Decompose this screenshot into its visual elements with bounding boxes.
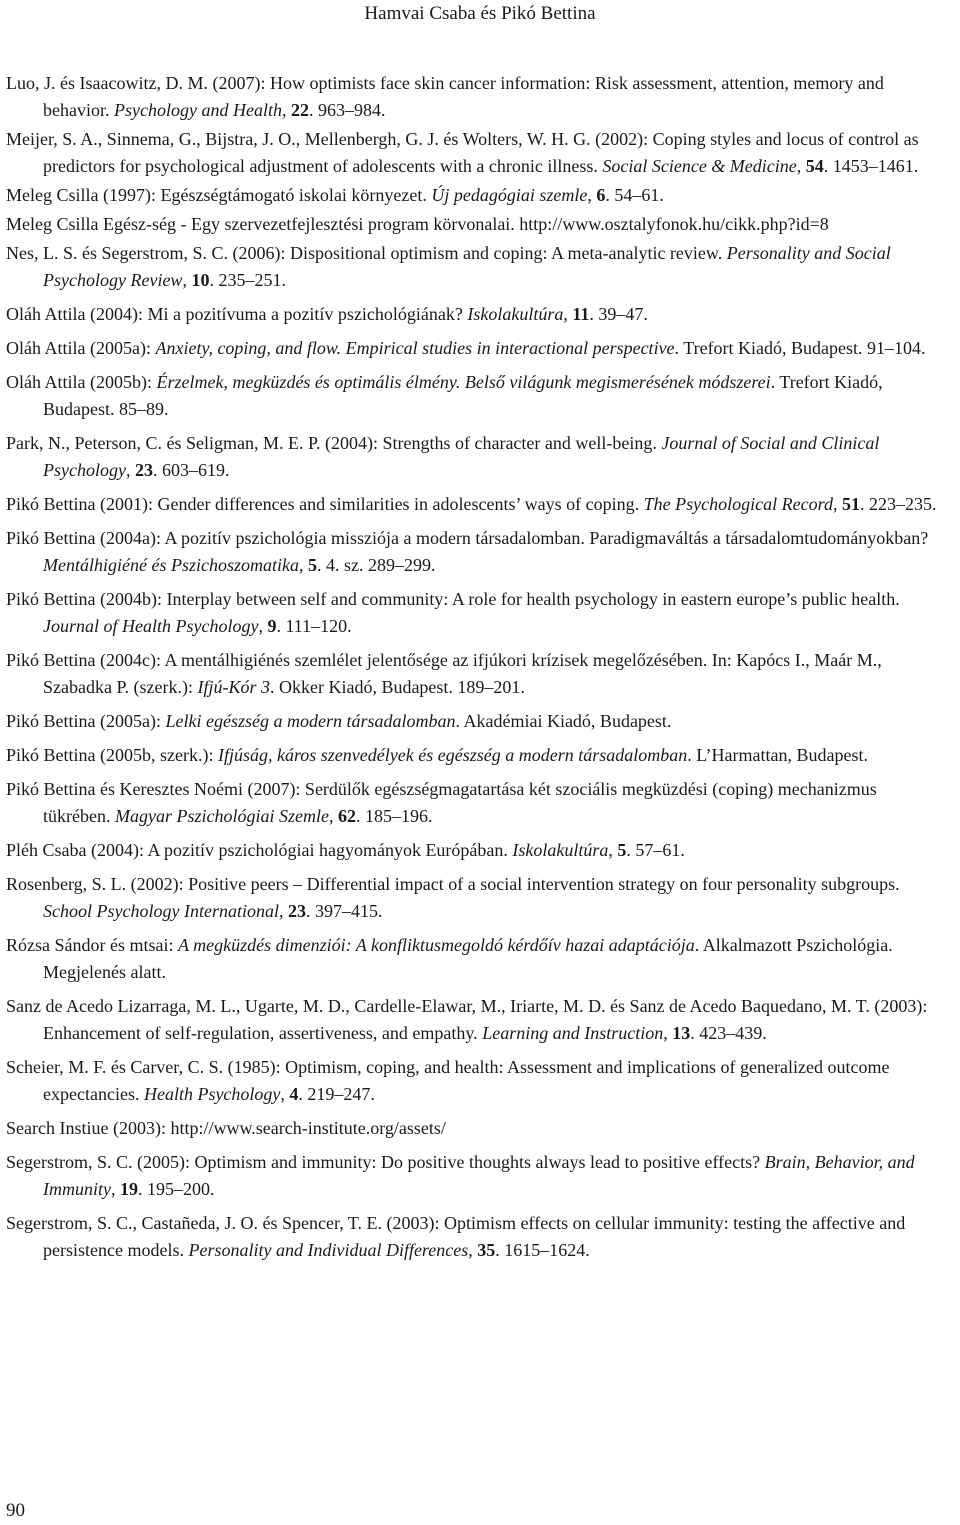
volume-number: 13: [672, 1023, 691, 1043]
volume-number: 54: [805, 156, 824, 176]
reference-text: . 603–619.: [152, 460, 230, 480]
journal-title: Psychology and Health: [113, 100, 282, 120]
journal-title: Anxiety, coping, and flow. Empirical studies in interactional perspective: [155, 338, 675, 358]
reference-text: ,: [280, 1084, 290, 1104]
reference-text: Pikó Bettina (2005a):: [6, 711, 166, 731]
volume-number: 62: [337, 806, 356, 826]
reference-entry: [6, 525, 941, 579]
journal-title: The Psychological Record: [643, 494, 833, 514]
reference-list: [6, 70, 941, 1271]
reference-text: Pikó Bettina (2004a): A pozitív pszichológia missziója a modern társadalomban. Paradigmaváltás a társadalomtudományokban?: [6, 528, 929, 548]
reference-text: . 195–200.: [137, 1179, 215, 1199]
reference-text: . 185–196.: [355, 806, 433, 826]
volume-number: 9: [267, 616, 277, 636]
journal-title: Personality and Individual Differences: [188, 1240, 469, 1260]
journal-title: A megküzdés dimenziói: A konfliktusmegoldó kérdőív hazai adaptációja: [177, 935, 695, 955]
running-head: Hamvai Csaba és Pikó Bettina: [364, 3, 596, 24]
reference-entry: [6, 182, 941, 209]
volume-number: 51: [841, 494, 860, 514]
reference-text: Nes, L. S. és Segerstrom, S. C. (2006): Dispositional optimism and coping: A meta-analytic review.: [6, 243, 727, 263]
reference-text: ,: [608, 840, 618, 860]
journal-title: School Psychology International: [43, 901, 279, 921]
reference-text: . 57–61.: [626, 840, 685, 860]
reference-text: Pikó Bettina és Keresztes Noémi (2007): Serdülők egészségmagatartása két szociális megküzdési (coping) mechanizmus tükrében.: [6, 779, 877, 826]
reference-text: . 4. sz. 289–299.: [316, 555, 436, 575]
reference-entry: [6, 647, 941, 701]
volume-number: 35: [477, 1240, 496, 1260]
reference-text: Pikó Bettina (2001): Gender differences and similarities in adolescents’ ways of coping.: [6, 494, 644, 514]
reference-entry: [6, 1115, 941, 1142]
journal-title: Magyar Pszichológiai Szemle: [114, 806, 329, 826]
journal-title: Brain, Behavior, and Immunity: [43, 1152, 915, 1199]
reference-entry: [6, 1210, 941, 1264]
volume-number: 11: [572, 304, 590, 324]
volume-number: 5: [307, 555, 317, 575]
journal-title: Új pedagógiai szemle: [431, 185, 588, 205]
journal-title: Mentálhigiéné és Pszichoszomatika: [43, 555, 299, 575]
volume-number: 10: [191, 270, 210, 290]
reference-entry: [6, 335, 941, 362]
volume-number: 23: [287, 901, 306, 921]
reference-text: Search Instiue (2003): http://www.search-institute.org/assets/: [6, 1118, 446, 1138]
reference-text: Pléh Csaba (2004): A pozitív pszichológiai hagyományok Európában.: [6, 840, 513, 860]
reference-text: Segerstrom, S. C., Castañeda, J. O. és Spencer, T. E. (2003): Optimism effects on cellular immunity: testing the affective and persistence models.: [6, 1213, 906, 1260]
reference-text: Oláh Attila (2005a):: [6, 338, 156, 358]
reference-text: ,: [832, 494, 842, 514]
reference-text: Meleg Csilla (1997): Egészségtámogató iskolai környezet.: [6, 185, 432, 205]
reference-text: . 111–120.: [276, 616, 352, 636]
reference-text: Luo, J. és Isaacowitz, D. M. (2007): How optimists face skin cancer information: Risk assessment, attention, memory and behavior.: [6, 73, 884, 120]
journal-title: Ifjú-Kór 3: [197, 677, 270, 697]
reference-text: ,: [110, 1179, 120, 1199]
reference-text: ,: [796, 156, 806, 176]
journal-title: Personality and Social Psychology Review: [43, 243, 891, 290]
reference-text: . Trefort Kiadó, Budapest. 85–89.: [43, 372, 883, 419]
reference-entry: [6, 871, 941, 925]
reference-text: Segerstrom, S. C. (2005): Optimism and immunity: Do positive thoughts always lead to positive effects?: [6, 1152, 765, 1172]
reference-text: Rosenberg, S. L. (2002): Positive peers – Differential impact of a social intervention strategy on four personality subgroups.: [6, 874, 900, 894]
journal-title: Lelki egészség a modern társadalomban: [165, 711, 456, 731]
journal-title: Iskolakultúra: [512, 840, 609, 860]
volume-number: 19: [119, 1179, 138, 1199]
reference-text: Pikó Bettina (2004b): Interplay between self and community: A role for health psychology in eastern europe’s public health.: [6, 589, 900, 609]
journal-title: Health Psychology: [143, 1084, 281, 1104]
reference-entry: [6, 211, 941, 238]
reference-entry: [6, 430, 941, 484]
reference-text: Park, N., Peterson, C. és Seligman, M. E. P. (2004): Strengths of character and well-being.: [6, 433, 662, 453]
reference-text: ,: [182, 270, 192, 290]
reference-entry: [6, 491, 941, 518]
reference-text: ,: [468, 1240, 478, 1260]
volume-number: 22: [290, 100, 309, 120]
reference-text: ,: [258, 616, 268, 636]
reference-text: . Akadémiai Kiadó, Budapest.: [455, 711, 672, 731]
journal-title: Social Science & Medicine: [602, 156, 797, 176]
journal-title: Journal of Social and Clinical Psychology: [43, 433, 880, 480]
page-number: 90: [6, 1500, 25, 1521]
reference-text: . 235–251.: [209, 270, 286, 290]
reference-text: ,: [563, 304, 573, 324]
reference-entry: [6, 1149, 941, 1203]
reference-entry: [6, 742, 941, 769]
reference-entry: [6, 932, 941, 986]
volume-number: 6: [596, 185, 606, 205]
reference-text: ,: [278, 901, 288, 921]
reference-entry: [6, 70, 941, 124]
journal-title: Ifjúság, káros szenvedélyek és egészség a modern társadalomban: [217, 745, 688, 765]
reference-text: ,: [663, 1023, 673, 1043]
journal-title: Érzelmek, megküzdés és optimális élmény. Belső világunk megismerésének módszerei: [156, 372, 771, 392]
journal-title: Iskolakultúra: [467, 304, 564, 324]
reference-text: . 39–47.: [589, 304, 648, 324]
reference-text: . Okker Kiadó, Budapest. 189–201.: [269, 677, 525, 697]
reference-text: . 219–247.: [298, 1084, 375, 1104]
reference-entry: [6, 240, 941, 294]
reference-text: ,: [298, 555, 308, 575]
reference-text: Oláh Attila (2005b):: [6, 372, 157, 392]
volume-number: 23: [134, 460, 153, 480]
reference-text: Scheier, M. F. és Carver, C. S. (1985): Optimism, coping, and health: Assessment and implications of generalized outcome expectancies.: [6, 1057, 890, 1104]
reference-entry: [6, 586, 941, 640]
reference-text: . 1615–1624.: [495, 1240, 590, 1260]
reference-text: . 963–984.: [308, 100, 386, 120]
reference-text: ,: [587, 185, 597, 205]
reference-text: Pikó Bettina (2005b, szerk.):: [6, 745, 218, 765]
reference-entry: [6, 301, 941, 328]
reference-text: Meleg Csilla Egész-ség - Egy szervezetfejlesztési program körvonalai. http://www.osztalyfonok.hu/cikk.php?id=8: [6, 214, 829, 234]
reference-text: Pikó Bettina (2004c): A mentálhigiénés szemlélet jelentősége az ifjúkori krízisek megelőzésében. In: Kapócs I., Maár M., Szabadka P. (szerk.):: [6, 650, 882, 697]
reference-text: . Alkalmazott Pszichológia. Megjelenés alatt.: [43, 935, 893, 982]
reference-text: Rózsa Sándor és mtsai:: [6, 935, 178, 955]
reference-entry: [6, 837, 941, 864]
journal-title: Learning and Instruction: [482, 1023, 664, 1043]
reference-text: Oláh Attila (2004): Mi a pozitívuma a pozitív pszichológiának?: [6, 304, 468, 324]
journal-title: Journal of Health Psychology: [43, 616, 259, 636]
reference-text: . 223–235.: [859, 494, 937, 514]
reference-text: ,: [125, 460, 135, 480]
reference-entry: [6, 1054, 941, 1108]
volume-number: 4: [289, 1084, 299, 1104]
reference-text: . 1453–1461.: [823, 156, 919, 176]
volume-number: 5: [617, 840, 627, 860]
reference-text: Sanz de Acedo Lizarraga, M. L., Ugarte, M. D., Cardelle-Elawar, M., Iriarte, M. D. és Sanz de Acedo Baquedano, M. T. (2003): Enhancement of self-regulation, assertiveness, and empathy.: [6, 996, 928, 1043]
reference-text: ,: [328, 806, 338, 826]
reference-entry: [6, 708, 941, 735]
reference-text: ,: [281, 100, 291, 120]
reference-entry: [6, 126, 941, 180]
reference-text: . 54–61.: [605, 185, 664, 205]
reference-entry: [6, 369, 941, 423]
reference-text: . L’Harmattan, Budapest.: [687, 745, 869, 765]
reference-text: Meijer, S. A., Sinnema, G., Bijstra, J. O., Mellenbergh, G. J. és Wolters, W. H. G. (2002): Coping styles and locus of control as predictors for psychological adjustment of adolescents with a chronic illness.: [6, 129, 919, 176]
reference-text: . Trefort Kiadó, Budapest. 91–104.: [674, 338, 926, 358]
reference-entry: [6, 776, 941, 830]
reference-entry: [6, 993, 941, 1047]
reference-text: . 423–439.: [690, 1023, 767, 1043]
reference-text: . 397–415.: [305, 901, 383, 921]
